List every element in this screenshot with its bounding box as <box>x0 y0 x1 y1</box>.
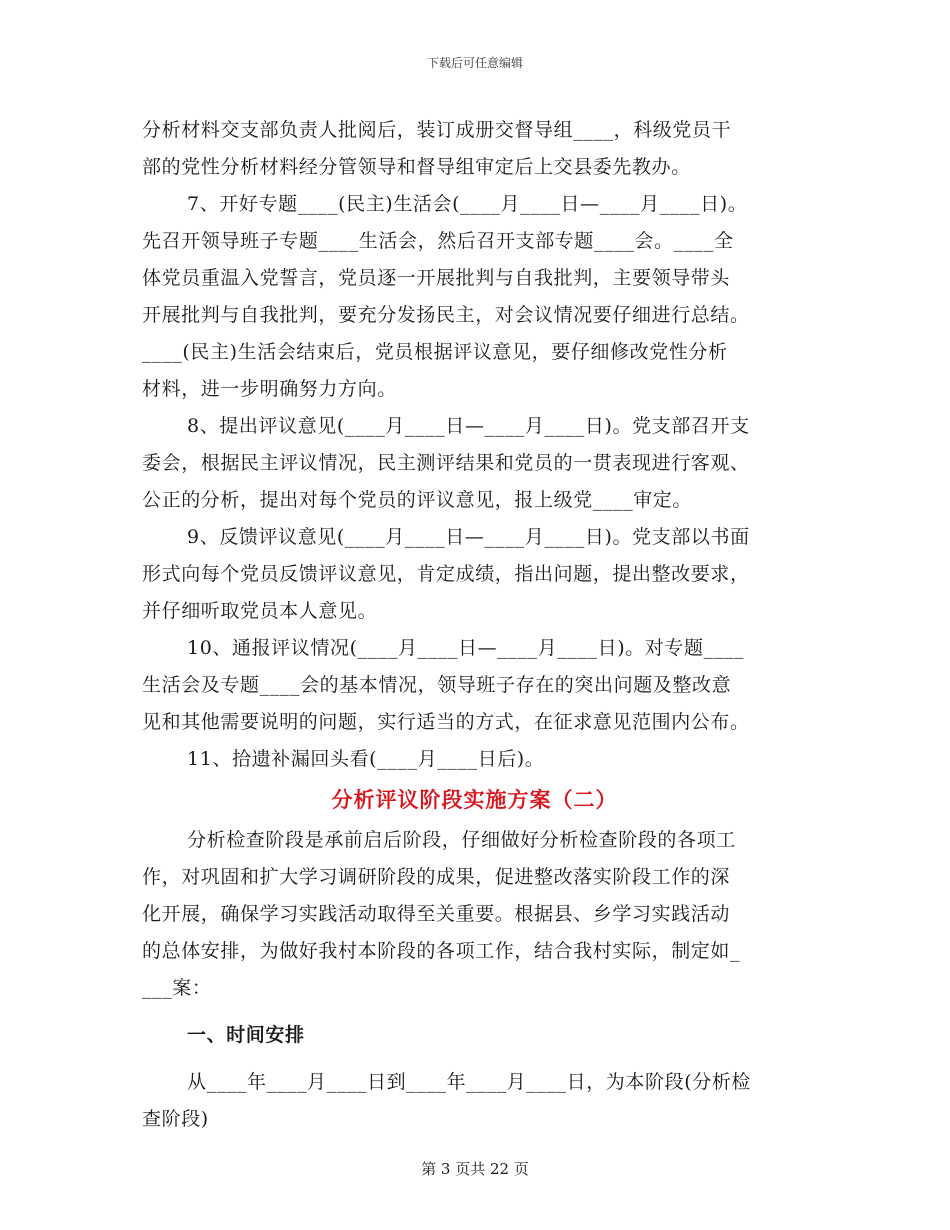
page-footer-number: 第 3 页共 22 页 <box>421 1160 529 1178</box>
body-line: 生活会及专题____会的基本情况，领导班子存在的突出问题及整改意 <box>142 674 732 696</box>
body-line: 体党员重温入党誓言，党员逐一开展批判与自我批判，主要领导带头 <box>142 267 731 289</box>
body-line: 公正的分析，提出对每个党员的评议意见，报上级党____审定。 <box>142 489 693 511</box>
spacer <box>142 1054 807 1064</box>
item-9-line: 9、反馈评议意见(____月____日—____月____日)。党支部以书面 <box>187 526 750 548</box>
spacer <box>142 1007 807 1017</box>
body-line: 委会，根据民主评议情况，民主测评结果和党员的一贯表现进行客观、 <box>142 452 750 474</box>
item-11-line: 11、拾遗补漏回头看(____月____日后)。 <box>187 748 545 770</box>
intro-line: 化开展，确保学习实践活动取得至关重要。根据县、乡学习实践活动 <box>142 903 731 925</box>
body-line: 分析材料交支部负责人批阅后，装订成册交督导组____，科级党员干 <box>142 119 732 141</box>
section-title: 分析评议阶段实施方案（二） <box>331 788 618 812</box>
item-8-line: 8、提出评议意见(____月____日—____月____日)。党支部召开支 <box>187 415 750 437</box>
body-line: 形式向每个党员反馈评议意见，肯定成绩，指出问题，提出整改要求， <box>142 563 750 585</box>
document-body <box>142 112 807 1138</box>
body-line: ____(民主)生活会结束后，党员根据评议意见，要仔细修改党性分析 <box>142 341 728 363</box>
body-line: 开展批判与自我批判，要充分发扬民主，对会议情况要仔细进行总结。 <box>142 304 750 326</box>
body-line: 见和其他需要说明的问题，实行适当的方式，在征求意见范围内公布。 <box>142 711 750 733</box>
body-line: 先召开领导班子专题____生活会，然后召开支部专题____会。____全 <box>142 230 734 252</box>
body-line: 并仔细听取党员本人意见。 <box>142 600 378 622</box>
intro-line: 作，对巩固和扩大学习调研阶段的成果，促进整改落实阶段工作的深 <box>142 866 731 888</box>
time-line: 查阶段) <box>142 1108 209 1130</box>
page-header-note: 下载后可任意编辑 <box>426 56 523 70</box>
intro-line: 分析检查阶段是承前启后阶段，仔细做好分析检查阶段的各项工 <box>187 829 736 851</box>
item-10-line: 10、通报评议情况(____月____日—____月____日)。对专题____ <box>187 637 745 659</box>
heading-time-arrangement: 一、时间安排 <box>187 1024 305 1046</box>
intro-line: ___案： <box>142 977 212 999</box>
time-line: 从____年____月____日到____年____月____日，为本阶段(分析检 <box>187 1071 752 1093</box>
body-line: 材料，进一步明确努力方向。 <box>142 378 397 400</box>
body-line: 部的党性分析材料经分管领导和督导组审定后上交县委先教办。 <box>142 156 691 178</box>
item-7-line: 7、开好专题____(民主)生活会(____月____日—____月____日)。 <box>187 193 748 215</box>
intro-line: 的总体安排，为做好我村本阶段的各项工作，结合我村实际，制定如_ <box>142 940 741 962</box>
